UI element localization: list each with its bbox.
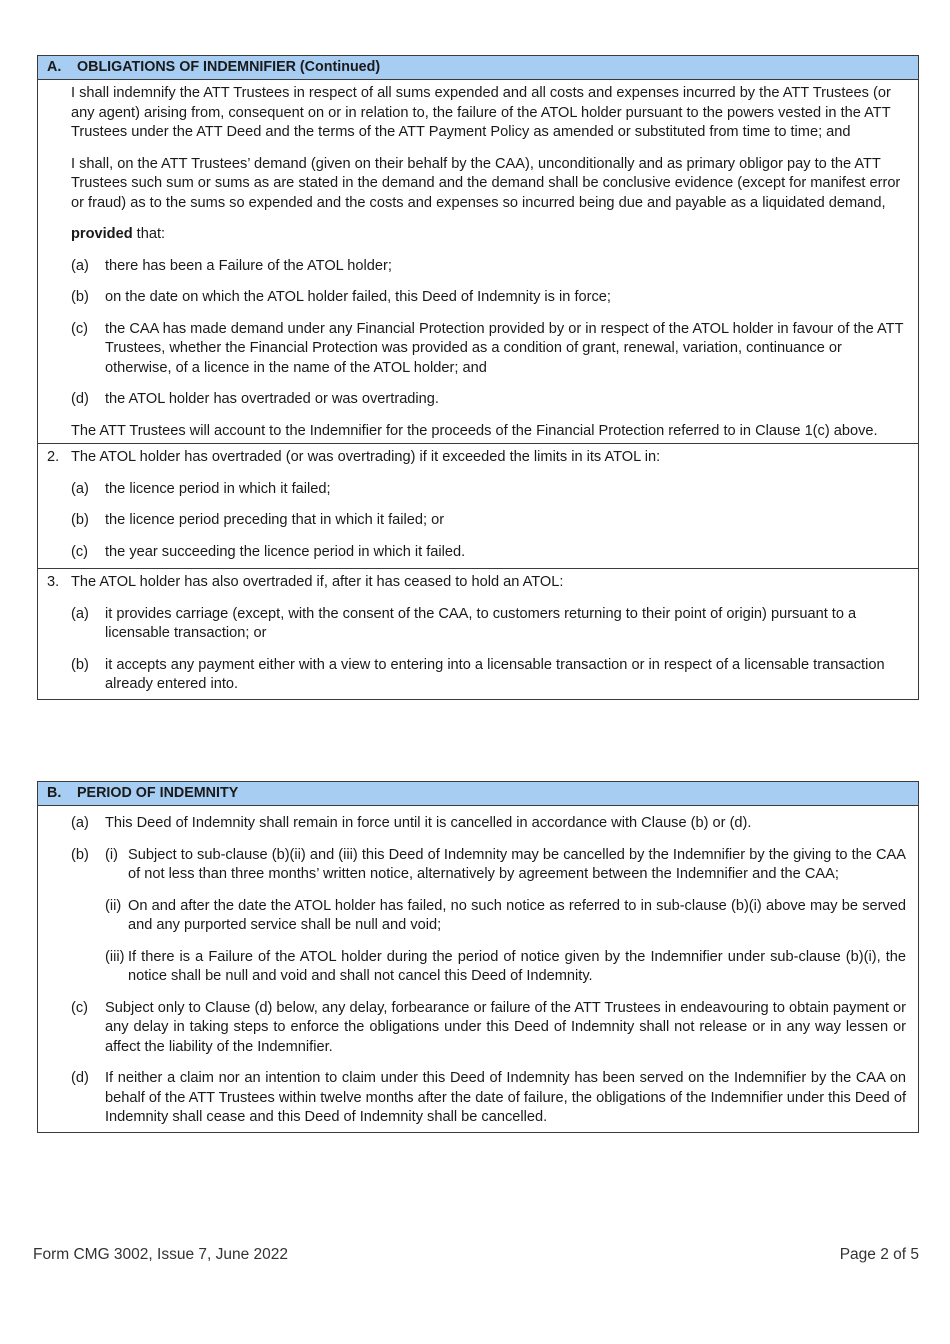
item-text: it provides carriage (except, with the consent of the CAA, to customers returning to their point of origin) pursuant to a licensable transaction; or <box>105 605 857 641</box>
item-text: the licence period preceding that in which it failed; or <box>105 512 445 528</box>
item-label: (b) <box>71 512 89 528</box>
period-item-c <box>71 999 906 1058</box>
clause-3 <box>38 568 918 699</box>
sub-clause-ii <box>105 897 906 936</box>
item-text: This Deed of Indemnity shall remain in force until it is cancelled in accordance with Clause (b) or (d). <box>105 815 752 831</box>
section-b-body <box>38 806 918 1132</box>
item-text: the CAA has made demand under any Financial Protection provided by or in respect of the ATOL holder in favour of the ATT Trustees, whether the Financial Protection was provided as a condition of grant, renewal, variation, continuance or otherwise, of a licence in the name of the ATOL holder; and <box>105 320 904 376</box>
clause-1-provided <box>71 225 906 245</box>
clause-2-item-b <box>71 511 906 531</box>
item-text: there has been a Failure of the ATOL holder; <box>105 257 392 274</box>
clause-1 <box>38 80 918 443</box>
clause-1-para-1: I shall indemnify the ATT Trustees in respect of all sums expended and all costs and expenses incurred by the ATT Trustees (or any agent) arising from, consequent on or in relation to, the failure of the ATOL holder pursuant to the powers vested in the ATT Trustees under the ATT Deed and the terms of the ATT Payment Policy as amended or substituted from time to time; and <box>71 85 891 140</box>
clause-1-item-b <box>71 288 906 308</box>
period-item-a <box>71 814 906 834</box>
sub-label: (ii) <box>105 897 122 914</box>
section-b-letter: B. <box>47 785 62 801</box>
section-a <box>37 55 919 700</box>
clause-3-number: 3. <box>47 574 60 590</box>
sub-clause-i <box>105 846 906 885</box>
clause-1-item-a <box>71 257 906 277</box>
item-text: If neither a claim nor an intention to claim under this Deed of Indemnity has been served on the Indemnifier by the CAA on behalf of the ATT Trustees within twelve months after the date of failure, the obligations of the Indemnifier under this Deed of Indemnity shall cease and this Deed of Indemnity shall be cancelled. <box>105 1070 906 1125</box>
sub-clause-iii <box>105 948 906 987</box>
clause-3-intro: The ATOL holder has also overtraded if, after it has ceased to hold an ATOL: <box>71 574 564 590</box>
clause-2-item-a <box>71 480 906 500</box>
section-b <box>37 781 919 1133</box>
item-text: on the date on which the ATOL holder failed, this Deed of Indemnity is in force; <box>105 289 611 305</box>
period-item-b <box>71 846 906 987</box>
sub-text: Subject to sub-clause (b)(ii) and (iii) this Deed of Indemnity may be cancelled by the Indemnifier by the giving to the CAA of not less than three months’ written notice, alternatively by agreement between the Indemnifier and the CAA; <box>128 846 906 882</box>
item-text: the year succeeding the licence period in which it failed. <box>105 543 466 560</box>
clause-3-item-a <box>71 605 906 644</box>
item-text: Subject only to Clause (d) below, any delay, forbearance or failure of the ATT Trustees in endeavouring to obtain payment or any delay in taking steps to enforce the obligations under this Deed of Indemnity shall not release or in any way lessen or affect the liability of the Indemnifier. <box>105 999 906 1055</box>
item-label: (a) <box>71 605 89 622</box>
item-text: the licence period in which it failed; <box>105 480 331 497</box>
item-label: (c) <box>71 999 89 1016</box>
item-label: (b) <box>71 289 89 305</box>
section-a-letter: A. <box>47 59 62 75</box>
sub-label: (iii) <box>105 948 125 965</box>
item-label: (b) <box>71 656 89 673</box>
clause-1-item-d <box>71 390 906 410</box>
clause-2 <box>38 443 918 568</box>
item-label: (a) <box>71 815 89 831</box>
item-label: (c) <box>71 320 89 337</box>
item-label: (a) <box>71 480 89 497</box>
footer-form-id: Form CMG 3002, Issue 7, June 2022 <box>33 1246 289 1263</box>
clause-1-item-c <box>71 320 906 379</box>
item-label: (b) <box>71 846 89 863</box>
clause-2-number: 2. <box>47 449 60 465</box>
item-text: the ATOL holder has overtraded or was overtrading. <box>105 391 439 407</box>
clause-2-item-c <box>71 543 906 563</box>
period-item-d <box>71 1069 906 1128</box>
section-b-header <box>38 782 918 806</box>
section-b-title: PERIOD OF INDEMNITY <box>77 785 239 801</box>
sub-text: On and after the date the ATOL holder has failed, no such notice as referred to in sub-clause (b)(i) above may be served and any purported service shall be null and void; <box>128 897 906 933</box>
sub-text: If there is a Failure of the ATOL holder during the period of notice given by the Indemnifier under sub-clause (b)(i), the notice shall be null and void and shall not cancel this Deed of Indemnity. <box>128 948 906 984</box>
item-text: it accepts any payment either with a view to entering into a licensable transaction or in respect of a licensable transaction already entered into. <box>105 656 885 692</box>
item-label: (d) <box>71 391 89 407</box>
clause-1-closing: The ATT Trustees will account to the Indemnifier for the proceeds of the Financial Protection referred to in Clause 1(c) above. <box>71 422 878 439</box>
clause-2-intro: The ATOL holder has overtraded (or was overtrading) if it exceeded the limits in its ATOL in: <box>71 449 661 465</box>
clause-3-item-b <box>71 656 906 695</box>
provided-rest: that: <box>132 226 166 242</box>
section-a-title: OBLIGATIONS OF INDEMNIFIER (Continued) <box>77 59 381 75</box>
sub-label: (i) <box>105 846 118 863</box>
section-a-header <box>38 56 918 80</box>
item-label: (a) <box>71 257 89 274</box>
footer-page-number: Page 2 of 5 <box>839 1246 919 1263</box>
clause-1-para-2: I shall, on the ATT Trustees’ demand (given on their behalf by the CAA), unconditionally and as primary obligor pay to the ATT Trustees such sum or sums as are stated in the demand and the demand shall be conclusive evidence (except for manifest error or fraud) as to the sums so expended and the costs and expenses so incurred being due and payable as a liquidated demand, <box>71 155 901 211</box>
item-label: (d) <box>71 1070 89 1086</box>
item-label: (c) <box>71 543 89 560</box>
provided-bold: provided <box>71 226 133 242</box>
